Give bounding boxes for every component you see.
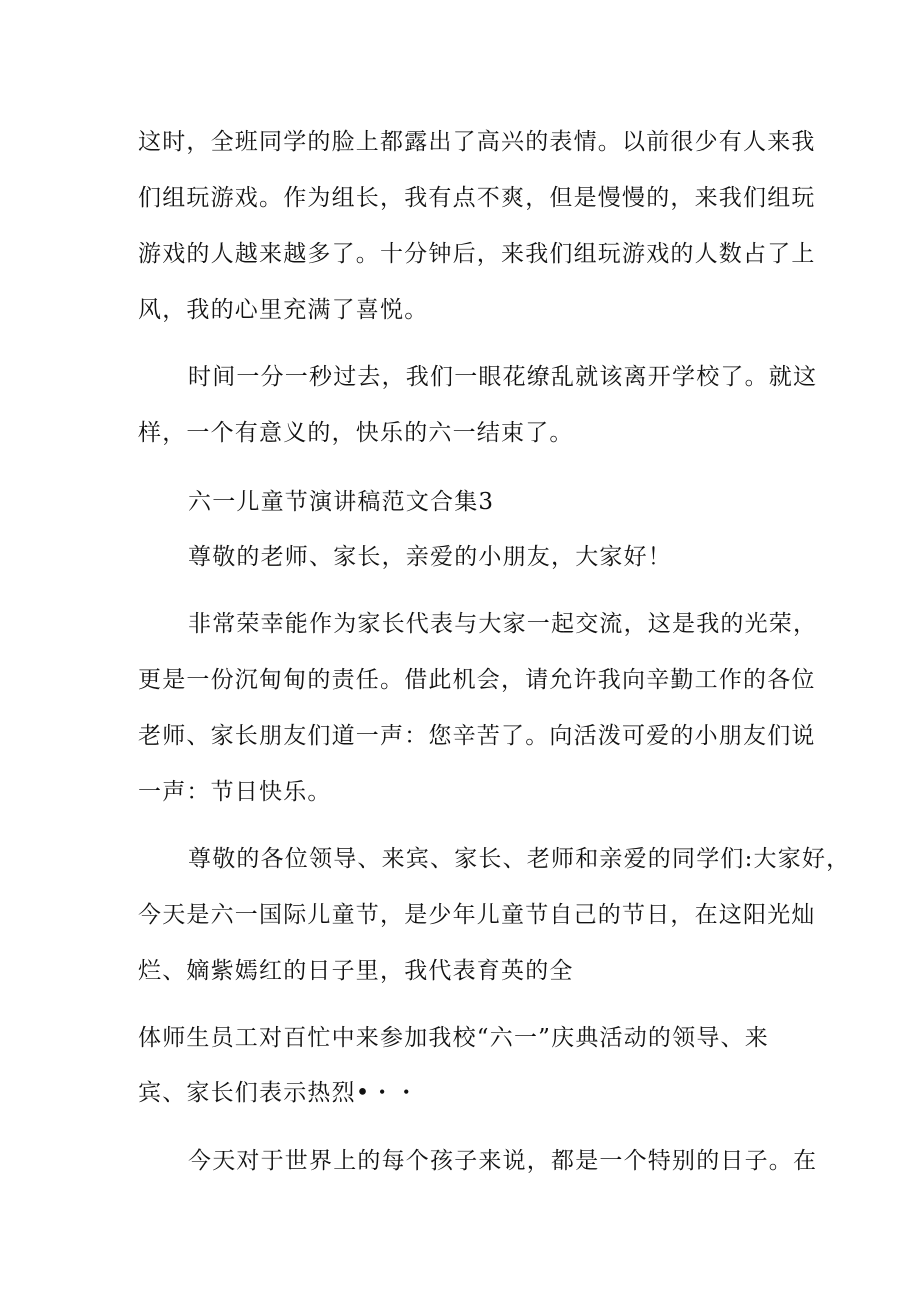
paragraph-line: 今天是六一国际儿童节，是少年儿童节自己的节日，在这阳光灿 [138, 902, 816, 928]
paragraph-line: 样，一个有意义的，快乐的六一结束了。 [138, 420, 574, 446]
paragraph-line: 游戏的人越来越多了。十分钟后，来我们组玩游戏的人数占了上 [138, 241, 816, 267]
paragraph-line: 老师、家长朋友们道一声：您辛苦了。向活泼可爱的小朋友们说 [138, 723, 816, 749]
paragraph-line: 体师生员工对百忙中来参加我校“六一”庆典活动的领导、来 [138, 1025, 769, 1051]
paragraph-line: 更是一份沉甸甸的责任。借此机会，请允许我向辛勤工作的各位 [138, 667, 816, 693]
paragraph-line: 尊敬的各位领导、来宾、家长、老师和亲爱的同学们:大家好， [188, 846, 851, 872]
paragraph-line: 时间一分一秒过去，我们一眼花缭乱就该离开学校了。就这 [188, 364, 818, 390]
paragraph-line: 们组玩游戏。作为组长，我有点不爽，但是慢慢的，来我们组玩 [138, 185, 816, 211]
section-heading: 六一儿童节演讲稿范文合集3 [188, 489, 495, 515]
paragraph-line: 烂、嫡紫嫣红的日子里，我代表育英的全 [138, 958, 574, 984]
paragraph-line: 风，我的心里充满了喜悦。 [138, 297, 429, 323]
paragraph-line: 非常荣幸能作为家长代表与大家一起交流，这是我的光荣， [188, 611, 818, 637]
paragraph-line: 这时，全班同学的脸上都露出了高兴的表情。以前很少有人来我 [138, 129, 816, 155]
paragraph-line: 今天对于世界上的每个孩子来说，都是一个特别的日子。在 [188, 1148, 818, 1174]
paragraph-line: 宾、家长们表示热烈•・・ [138, 1080, 419, 1106]
greeting-line: 尊敬的老师、家长，亲爱的小朋友，大家好！ [188, 544, 672, 570]
paragraph-line: 一声：节日快乐。 [138, 779, 332, 805]
